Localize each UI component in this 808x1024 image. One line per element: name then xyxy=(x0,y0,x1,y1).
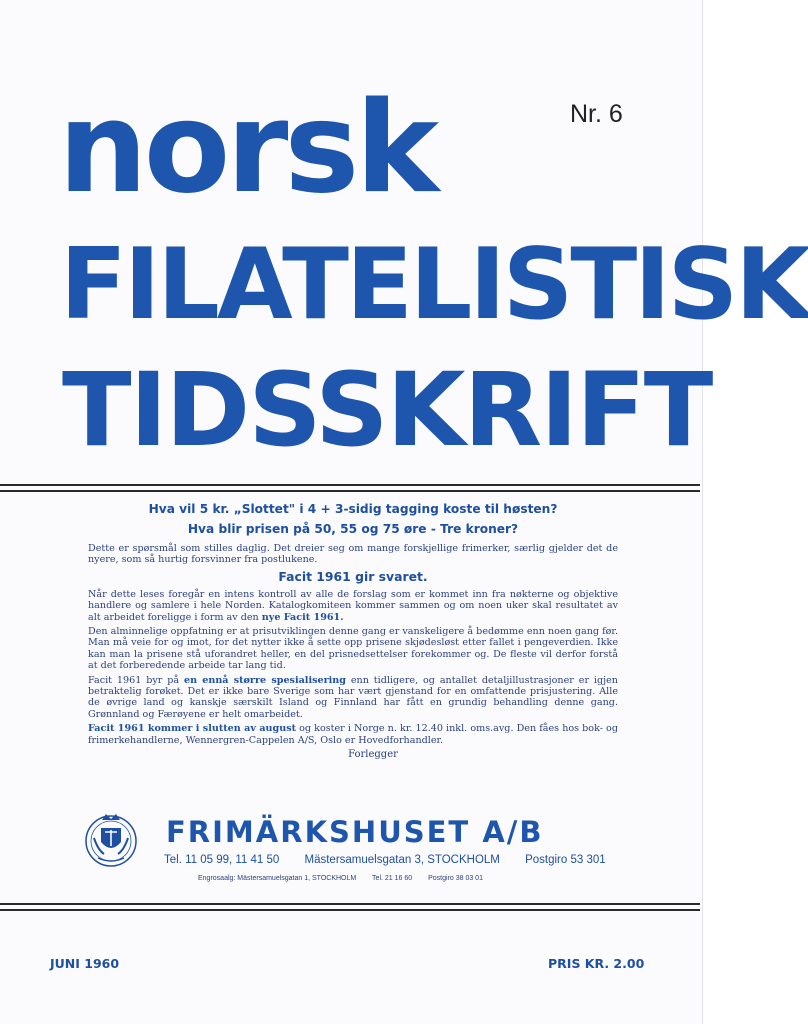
wholesale-line xyxy=(198,875,497,882)
wholesale-telephone: Tel. 21 16 60 xyxy=(372,875,413,882)
ad-paragraph-4-bold: en ennå større spesialisering xyxy=(184,674,346,686)
ad-paragraph-4-a: Facit 1961 byr på xyxy=(88,674,180,686)
issue-date: JUNI 1960 xyxy=(50,956,120,971)
brand-telephone: Tel. 11 05 99, 11 41 50 xyxy=(164,854,280,866)
publisher-label: Forlegger xyxy=(348,749,398,761)
title-norsk: norsk xyxy=(58,74,436,221)
issue-number: Nr. 6 xyxy=(570,100,623,128)
divider-bottom-1 xyxy=(0,903,700,905)
advertisement xyxy=(88,499,618,761)
issue-price: PRIS KR. 2.00 xyxy=(548,956,645,971)
ad-paragraph-2 xyxy=(88,589,618,623)
ad-headline-2: Hva blir prisen på 50, 55 og 75 øre - Tre kroner? xyxy=(187,522,519,536)
ad-paragraph-2-text: Når dette leses foregår en intens kontroll av alle de forslag som er kommet inn fra nøkterne og objektive handlere og samlere i hele Norden. Katalogkomiteen kommer sammen og om noen uker skal resultatet av alt arbeidet foreligge i form av den xyxy=(88,588,618,623)
ad-headline-1: Hva vil 5 kr. „Slottet" i 4 + 3-sidig tagging koste til høsten? xyxy=(148,502,558,516)
ad-paragraph-3: Den alminnelige oppfatning er at prisutviklingen denne gang er vanskeligere å bedømme enn noen gang før. Man må veie for og imot, for det nytter ikke å sette opp prisene skjødesløst etter fallet i pengeverdien. Ikke kan man la prisene stå uforandret heller, en del prisnedsettelser forekommer og. De fleste vil derfor forstå at det forberedende arbeide tar lang tid. xyxy=(88,626,618,672)
ad-answer: Facit 1961 gir svaret. xyxy=(278,568,428,584)
ad-paragraph-5-bold: Facit 1961 kommer i slutten av august xyxy=(88,723,297,735)
ad-intro: Dette er spørsmål som stilles daglig. Det dreier seg om mange forskjellige frimerker, særlig gjelder det de nyere, som så hurtig forsvinner fra postlukene. xyxy=(88,543,618,566)
brand-contact-line xyxy=(164,854,606,866)
ad-paragraph-4-b: enn tidligere, og antallet detaljillustrasjoner er igjen betraktelig forøket. Det er ikke bare Sverige som har vært gjenstand for en omfattende prisjustering. Alle de øvrige land og kanskje særskilt Island og Finnland har fått en grundig behandling denne gang. Grønnland og Færøyene er helt omarbeidet. xyxy=(88,674,618,720)
ad-paragraph-5-text: og koster i Norge n. kr. 12.40 inkl. oms.avg. Den fåes hos bok- og frimerkehandlerne, Wennergren-Cappelen A/S, Oslo er Hovedforhandler. xyxy=(88,723,618,746)
ad-paragraph-2-bold: nye Facit 1961. xyxy=(261,611,344,623)
title-filatelistisk: FILATELISTISK xyxy=(60,228,808,342)
brand-postgiro: Postgiro 53 301 xyxy=(525,854,606,866)
wholesale-postgiro: Postgiro 38 03 01 xyxy=(428,875,483,882)
brand-name: FRIMÄRKSHUSET A/B xyxy=(166,815,544,849)
title-tidsskrift: TIDSSKRIFT xyxy=(62,351,712,470)
ad-paragraph-5 xyxy=(88,723,618,746)
wholesale-address: Engrosaalg: Mästersamuelsgatan 1, STOCKHOLM xyxy=(198,875,357,882)
divider-bottom-2 xyxy=(0,909,700,911)
divider-top-2 xyxy=(0,490,700,492)
divider-top-1 xyxy=(0,484,700,486)
ad-paragraph-4 xyxy=(88,675,618,721)
crest-icon xyxy=(82,810,140,868)
masthead xyxy=(0,0,808,482)
brand-address: Mästersamuelsgatan 3, STOCKHOLM xyxy=(304,854,500,866)
